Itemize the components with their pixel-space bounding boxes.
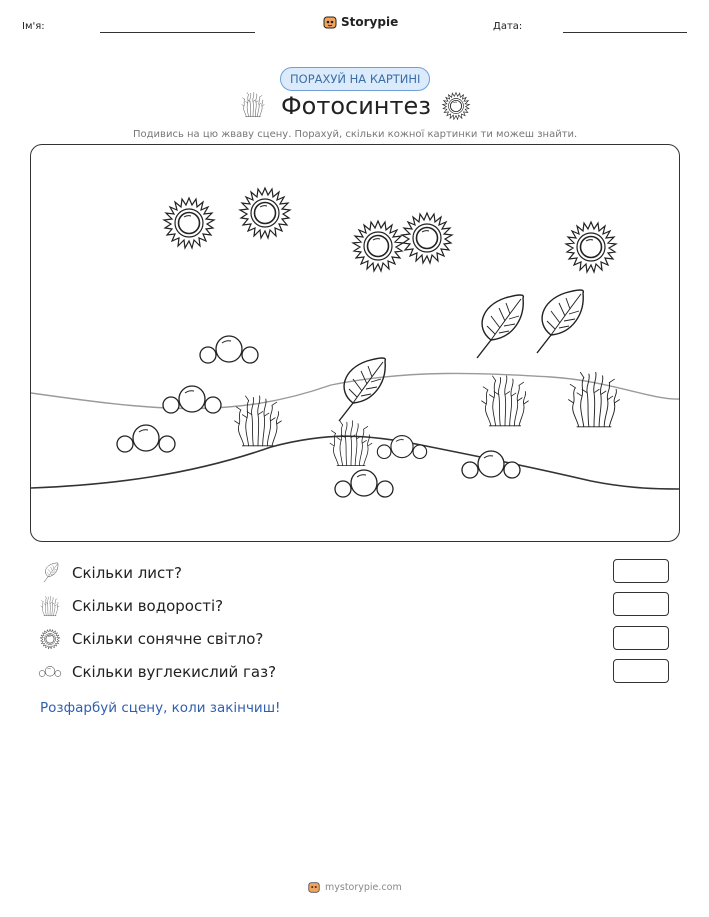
leaf-3: [339, 358, 385, 421]
question-row-leaf: [38, 561, 678, 585]
mascot-icon: [322, 14, 338, 30]
questions-list: [38, 561, 678, 684]
answer-box-seaweed[interactable]: [613, 592, 669, 616]
date-label: Дата:: [493, 21, 523, 32]
coloring-note: Розфарбуй сцену, коли закінчиш!: [40, 700, 281, 716]
co2-1: [200, 336, 258, 363]
sun-2: [240, 188, 290, 238]
activity-badge: ПОРАХУЙ НА КАРТИНІ: [280, 67, 430, 91]
sun-4: [402, 213, 452, 263]
brand-name: Storypie: [341, 15, 399, 29]
footer-url[interactable]: mystorypie.com: [325, 881, 402, 893]
leaf-2: [537, 290, 583, 353]
date-line[interactable]: [563, 32, 687, 33]
answer-box-co2[interactable]: [613, 659, 669, 683]
question-row-sun: [38, 627, 678, 651]
footer: [307, 880, 402, 894]
mascot-icon: [307, 880, 321, 894]
seaweed-icon: [38, 594, 62, 618]
sun-icon: [441, 91, 471, 121]
answer-box-leaf[interactable]: [613, 559, 669, 583]
co2-molecule-icon: [38, 660, 62, 684]
question-row-co2: [38, 660, 678, 684]
co2-5: [335, 470, 393, 497]
sun-icon: [38, 627, 62, 651]
seaweed-icon: [238, 91, 268, 121]
page-title: Фотосинтез: [281, 92, 431, 120]
scene-drawing: [31, 145, 679, 541]
name-label: Ім'я:: [22, 21, 45, 32]
sun-5: [566, 222, 616, 272]
question-text: Скільки сонячне світло?: [72, 630, 264, 648]
answer-box-sun[interactable]: [613, 626, 669, 650]
brand-logo: [322, 14, 398, 30]
question-row-seaweed: [38, 594, 678, 618]
question-text: Скільки лист?: [72, 564, 182, 582]
leaf-1: [477, 295, 523, 358]
seaweed-3: [482, 376, 529, 426]
question-text: Скільки вуглекислий газ?: [72, 663, 277, 681]
leaf-icon: [38, 561, 62, 585]
question-text: Скільки водорості?: [72, 597, 224, 615]
instructions: Подивись на цю жваву сцену. Порахуй, скільки кожної картинки ти можеш знайти.: [133, 129, 578, 140]
seaweed-4: [569, 372, 620, 426]
sun-1: [164, 198, 214, 248]
counting-scene[interactable]: [30, 144, 680, 542]
sun-3: [353, 221, 403, 271]
co2-3: [117, 425, 175, 452]
co2-2: [163, 386, 221, 413]
seaweed-2: [330, 421, 372, 466]
name-line[interactable]: [100, 32, 255, 33]
